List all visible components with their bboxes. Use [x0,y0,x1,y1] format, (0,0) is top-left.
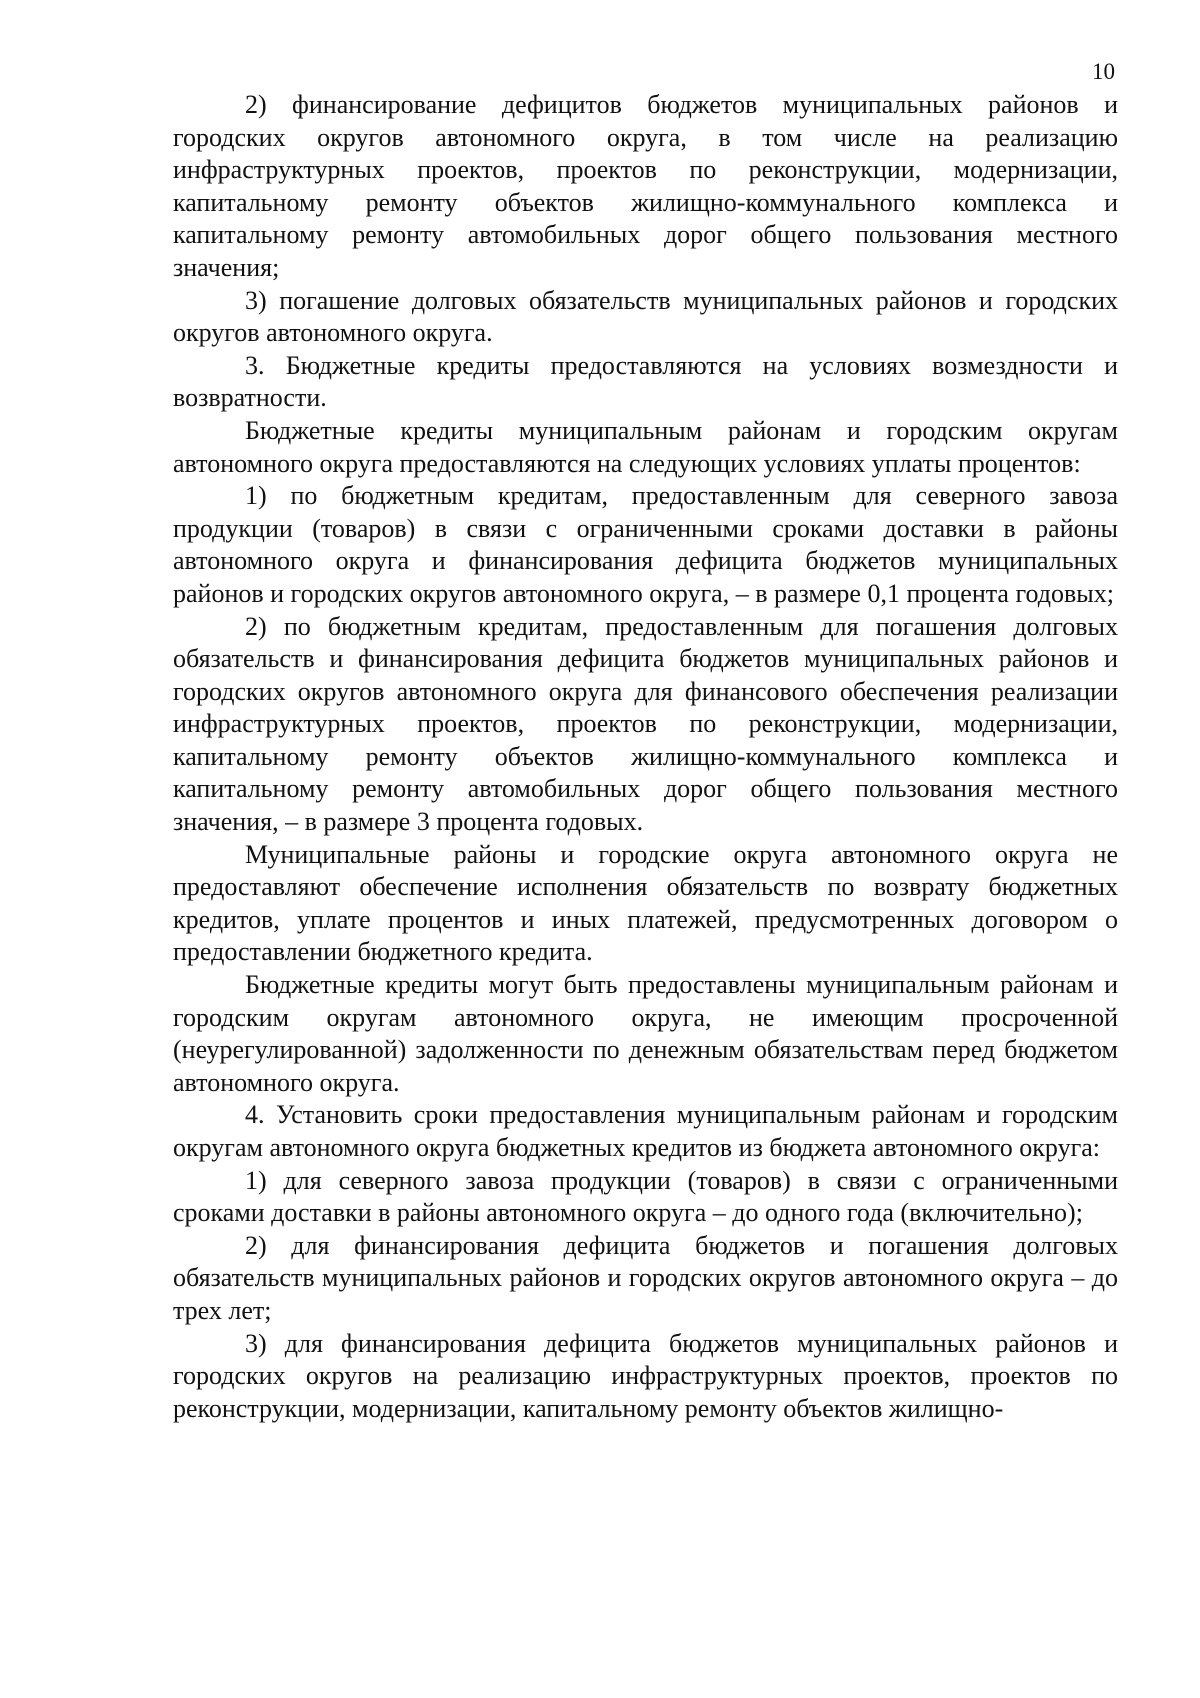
paragraph-clause-4-terms: 4. Установить сроки предоставления муниципальным районам и городским округам автономного округа бюджетных кредитов из бюджета автономного округа: [173,1100,1118,1162]
paragraph-term-item-3: 3) для финансирования дефицита бюджетов муниципальных районов и городских округов на реализацию инфраструктурных проектов, проектов по реконструкции, модернизации, капитальному ремонту объектов жилищно- [173,1328,1118,1423]
paragraph-interest-item-2: 2) по бюджетным кредитам, предоставленным для погашения долговых обязательств и финансирования дефицита бюджетов муниципальных районов и городских округов автономного округа для финансового обеспечения реализации инфраструктурных проектов, проектов по реконструкции, модернизации, капитальному ремонту объектов жилищно-коммунального комплекса и капитальному ремонту автомобильных дорог общего пользования местного значения, – в размере 3 процента годовых. [173,611,1118,837]
paragraph-clause-3-conditions: 3. Бюджетные кредиты предоставляются на условиях возмездности и возвратности. [173,350,1118,413]
paragraph-no-security: Муниципальные районы и городские округа автономного округа не предоставляют обеспечение исполнения обязательств по возврату бюджетных кредитов, уплате процентов и иных платежей, предусмотренных договором о предоставлении бюджетного кредита. [173,839,1118,967]
paragraph-item-2-financing: 2) финансирование дефицитов бюджетов муниципальных районов и городских округов автономного округа, в том числе на реализацию инфраструктурных проектов, проектов по реконструкции, модернизации, капитальному ремонту объектов жилищно-коммунального комплекса и капитальному ремонту автомобильных дорог общего пользования местного значения; [173,90,1118,282]
paragraph-term-item-1: 1) для северного завоза продукции (товаров) в связи с ограниченными сроками доставки в районы автономного округа – до одного года (включительно); [173,1165,1118,1228]
paragraph-interest-conditions: Бюджетные кредиты муниципальным районам и городским округам автономного округа предоставляются на следующих условиях уплаты процентов: [173,415,1118,478]
paragraph-interest-item-1: 1) по бюджетным кредитам, предоставленным для северного завоза продукции (товаров) в связи с ограниченными сроками доставки в районы автономного округа и финансирования дефицита бюджетов муниципальных районов и городских округов автономного округа, – в размере 0,1 процента годовых; [173,481,1118,608]
document-body [173,89,1118,1425]
paragraph-term-item-2: 2) для финансирования дефицита бюджетов и погашения долговых обязательств муниципальных районов и городских округов автономного округа – до трех лет; [173,1230,1118,1325]
page-number: 10 [1092,59,1115,84]
paragraph-item-3-debt-repayment: 3) погашение долговых обязательств муниципальных районов и городских округов автономного округа. [173,285,1118,348]
paragraph-eligibility: Бюджетные кредиты могут быть предоставлены муниципальным районам и городским округам автономного округа, не имеющим просроченной (неурегулированной) задолженности по денежным обязательствам перед бюджетом автономного округа. [173,970,1118,1097]
